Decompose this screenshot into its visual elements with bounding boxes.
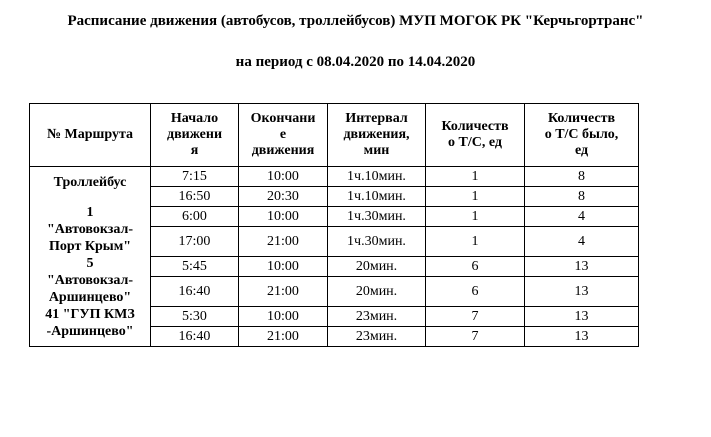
cell-count: 7	[426, 327, 525, 347]
cell-end: 10:00	[239, 257, 328, 277]
route-line: Аршинцево"	[48, 289, 132, 305]
cell-count-was: 4	[525, 207, 639, 227]
cell-count: 6	[426, 257, 525, 277]
route-line: 41 "ГУП КМЗ	[45, 306, 135, 322]
cell-count: 1	[426, 227, 525, 257]
cell-interval: 1ч.30мин.	[328, 207, 426, 227]
header-start-line-2: движени	[166, 127, 223, 142]
cell-count: 6	[426, 277, 525, 307]
header-count-was-line-3: ед	[574, 143, 589, 158]
cell-count: 7	[426, 307, 525, 327]
cell-end: 21:00	[239, 327, 328, 347]
cell-end: 10:00	[239, 167, 328, 187]
header-count	[426, 104, 525, 167]
header-count-was	[525, 104, 639, 167]
route-line: Троллейбус	[53, 174, 127, 190]
cell-start: 16:40	[151, 277, 239, 307]
cell-count: 1	[426, 207, 525, 227]
table-header-row	[30, 104, 639, 167]
cell-start: 17:00	[151, 227, 239, 257]
cell-interval: 23мин.	[328, 327, 426, 347]
route-line: Порт Крым"	[48, 238, 132, 254]
header-count-line-1: Количеств	[441, 119, 509, 134]
cell-interval: 20мин.	[328, 257, 426, 277]
header-start-line-3: я	[190, 143, 199, 158]
header-end-line-1: Окончани	[250, 111, 316, 126]
route-cell	[30, 167, 151, 347]
cell-end: 20:30	[239, 187, 328, 207]
table-row	[30, 167, 639, 187]
header-start-line-1: Начало	[170, 111, 219, 126]
cell-interval: 1ч.30мин.	[328, 227, 426, 257]
cell-start: 6:00	[151, 207, 239, 227]
header-interval	[328, 104, 426, 167]
cell-count-was: 13	[525, 327, 639, 347]
cell-count-was: 4	[525, 227, 639, 257]
cell-start: 5:30	[151, 307, 239, 327]
route-line: 5	[86, 255, 94, 271]
route-line: 1	[86, 204, 94, 220]
cell-start: 5:45	[151, 257, 239, 277]
header-count-was-line-2: о Т/С было,	[544, 127, 619, 142]
cell-end: 21:00	[239, 277, 328, 307]
cell-end: 21:00	[239, 227, 328, 257]
cell-start: 16:40	[151, 327, 239, 347]
route-line: "Автовокзал-	[46, 272, 134, 288]
cell-count-was: 8	[525, 167, 639, 187]
route-line: "Автовокзал-	[46, 221, 134, 237]
header-end	[239, 104, 328, 167]
cell-interval: 1ч.10мин.	[328, 167, 426, 187]
header-count-was-line-1: Количеств	[547, 111, 616, 126]
header-interval-line-2: движения,	[343, 127, 410, 142]
header-route: № Маршрута	[30, 104, 151, 167]
cell-interval: 20мин.	[328, 277, 426, 307]
cell-count-was: 13	[525, 257, 639, 277]
cell-count: 1	[426, 167, 525, 187]
cell-start: 16:50	[151, 187, 239, 207]
cell-interval: 1ч.10мин.	[328, 187, 426, 207]
cell-end: 10:00	[239, 207, 328, 227]
cell-count: 1	[426, 187, 525, 207]
header-start	[151, 104, 239, 167]
cell-count-was: 13	[525, 277, 639, 307]
header-count-line-2: о Т/С, ед	[448, 135, 502, 150]
header-interval-line-1: Интервал	[345, 111, 408, 126]
route-line: -Аршинцево"	[46, 323, 134, 339]
cell-start: 7:15	[151, 167, 239, 187]
page-title: Расписание движения (автобусов, троллейбусов) МУП МОГОК РК "Керчьгортранс"	[67, 13, 644, 29]
header-end-line-3: движения	[251, 143, 315, 158]
cell-interval: 23мин.	[328, 307, 426, 327]
header-interval-line-3: мин	[363, 143, 390, 158]
schedule-table	[29, 103, 639, 347]
cell-end: 10:00	[239, 307, 328, 327]
cell-count-was: 8	[525, 187, 639, 207]
page-subtitle: на период с 08.04.2020 по 14.04.2020	[235, 54, 476, 70]
cell-count-was: 13	[525, 307, 639, 327]
header-end-line-2: е	[279, 127, 287, 142]
